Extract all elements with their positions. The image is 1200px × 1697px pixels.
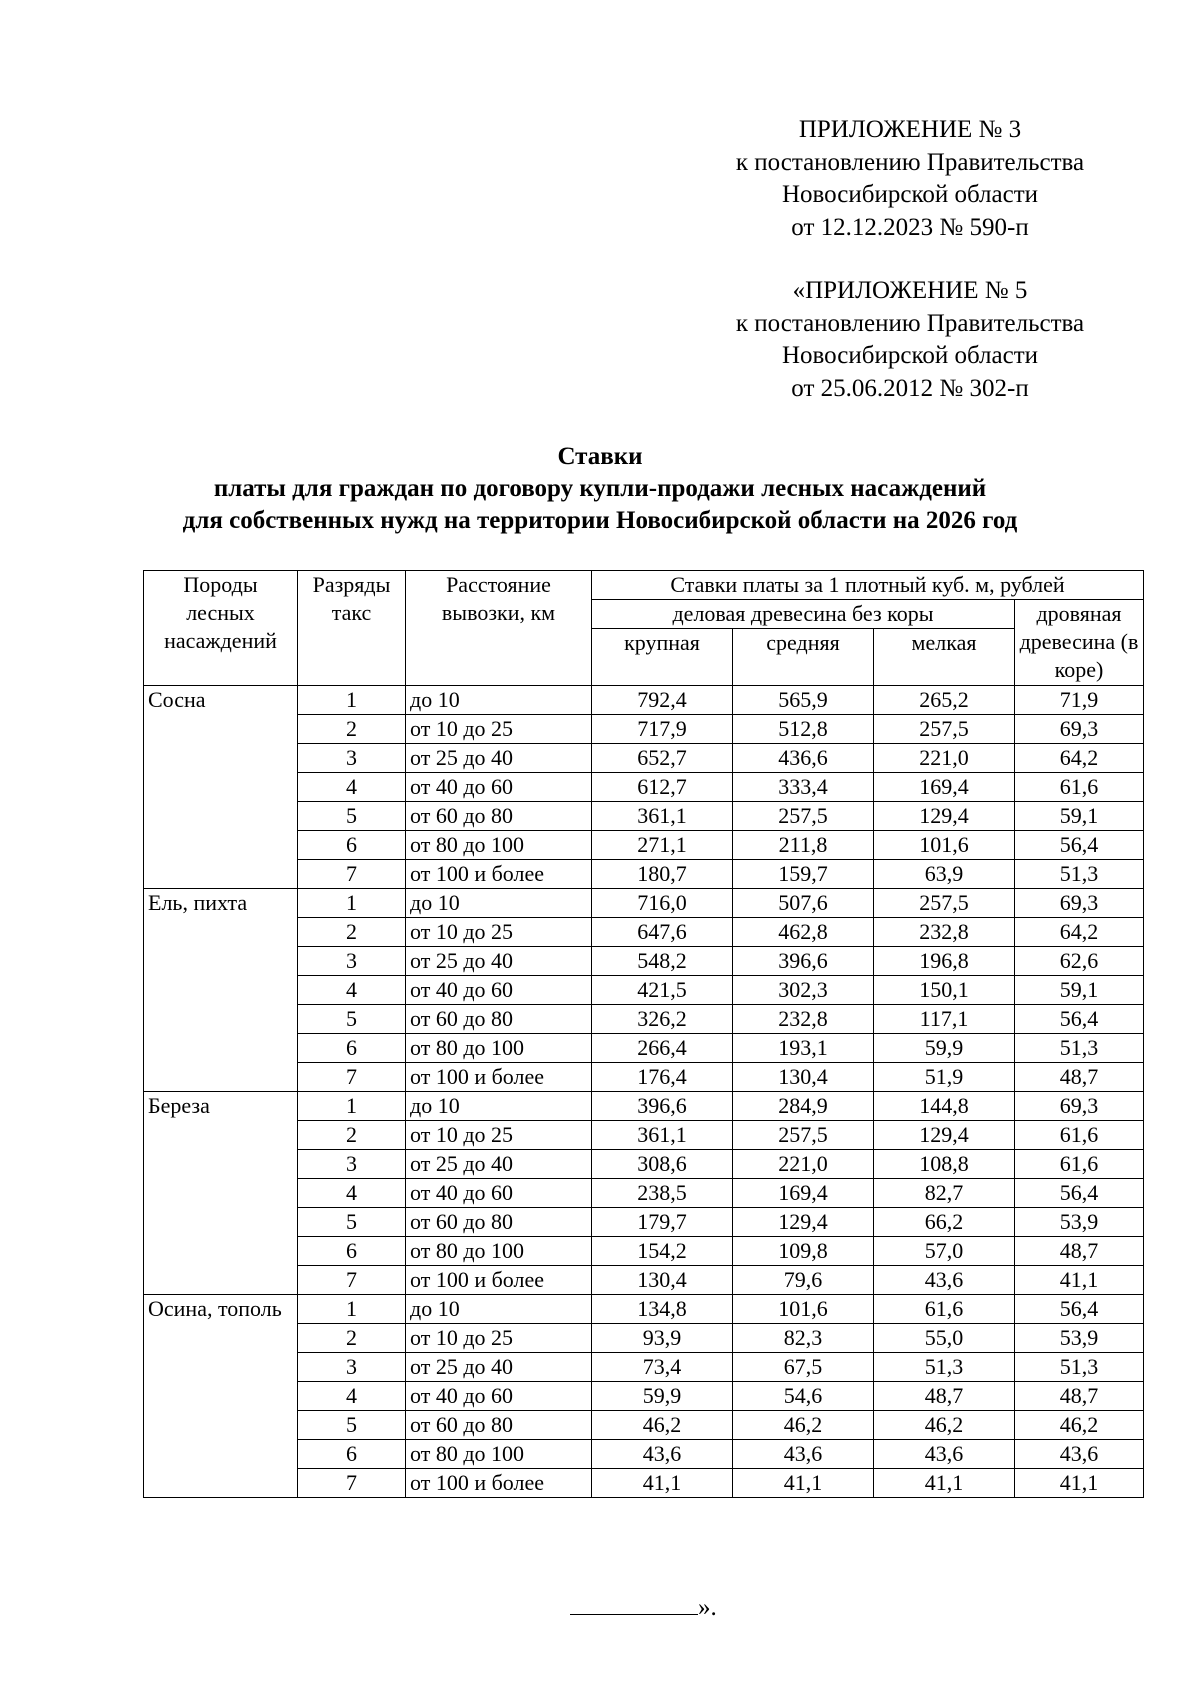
species-cell: Осина, тополь [144,1295,298,1498]
appendix-to-resolution: к постановлению Правительства [735,309,1085,337]
rate-large-cell: 792,4 [592,686,733,715]
header-large: крупная [592,629,733,686]
appendix-date-number: от 12.12.2023 № 590-п [791,213,1029,241]
rate-small-cell: 169,4 [874,773,1015,802]
rate-small-cell: 265,2 [874,686,1015,715]
rate-large-cell: 130,4 [592,1266,733,1295]
distance-cell: до 10 [406,686,592,715]
rate-small-cell: 41,1 [874,1469,1015,1498]
rate-small-cell: 196,8 [874,947,1015,976]
rate-large-cell: 238,5 [592,1179,733,1208]
header-business-group: деловая древесина без коры [592,600,1015,629]
rate-medium-cell: 333,4 [733,773,874,802]
rate-fuelwood-cell: 69,3 [1015,889,1144,918]
category-cell: 6 [298,1440,406,1469]
rate-fuelwood-cell: 48,7 [1015,1063,1144,1092]
header-small: мелкая [874,629,1015,686]
rate-medium-cell: 169,4 [733,1179,874,1208]
rate-fuelwood-cell: 48,7 [1015,1382,1144,1411]
rate-fuelwood-cell: 56,4 [1015,1295,1144,1324]
category-cell: 7 [298,860,406,889]
rate-fuelwood-cell: 46,2 [1015,1411,1144,1440]
distance-cell: до 10 [406,1295,592,1324]
category-cell: 1 [298,889,406,918]
rate-small-cell: 43,6 [874,1266,1015,1295]
rate-fuelwood-cell: 59,1 [1015,802,1144,831]
appendix-number: ПРИЛОЖЕНИЕ № 3 [798,116,1022,143]
species-cell: Сосна [144,686,298,889]
rate-large-cell: 396,6 [592,1092,733,1121]
distance-cell: от 60 до 80 [406,802,592,831]
rate-small-cell: 59,9 [874,1034,1015,1063]
rate-small-cell: 63,9 [874,860,1015,889]
rate-large-cell: 647,6 [592,918,733,947]
rate-medium-cell: 130,4 [733,1063,874,1092]
category-cell: 4 [298,1382,406,1411]
rate-large-cell: 716,0 [592,889,733,918]
category-cell: 7 [298,1469,406,1498]
distance-cell: от 60 до 80 [406,1005,592,1034]
title-line-3: для собственных нужд на территории Новосибирской области на 2026 год [182,507,1018,534]
rate-fuelwood-cell: 61,6 [1015,1150,1144,1179]
rate-large-cell: 421,5 [592,976,733,1005]
rate-medium-cell: 221,0 [733,1150,874,1179]
species-cell: Ель, пихта [144,889,298,1092]
distance-cell: до 10 [406,889,592,918]
category-cell: 1 [298,1092,406,1121]
rate-fuelwood-cell: 53,9 [1015,1324,1144,1353]
rate-fuelwood-cell: 51,3 [1015,1034,1144,1063]
rate-medium-cell: 302,3 [733,976,874,1005]
rate-small-cell: 43,6 [874,1440,1015,1469]
rate-medium-cell: 284,9 [733,1092,874,1121]
rate-small-cell: 150,1 [874,976,1015,1005]
appendix-header-3 [700,114,1120,244]
rate-medium-cell: 396,6 [733,947,874,976]
header-rates-group: Ставки платы за 1 плотный куб. м, рублей [592,571,1144,600]
category-cell: 1 [298,1295,406,1324]
category-cell: 1 [298,686,406,715]
table-body [144,686,1144,1498]
category-cell: 2 [298,1324,406,1353]
distance-cell: от 10 до 25 [406,715,592,744]
rate-fuelwood-cell: 41,1 [1015,1266,1144,1295]
rate-fuelwood-cell: 56,4 [1015,831,1144,860]
header-category: Разряды такс [298,571,406,686]
rate-medium-cell: 211,8 [733,831,874,860]
category-cell: 7 [298,1266,406,1295]
distance-cell: от 10 до 25 [406,1121,592,1150]
category-cell: 6 [298,1034,406,1063]
category-cell: 3 [298,1353,406,1382]
rate-medium-cell: 512,8 [733,715,874,744]
rate-small-cell: 51,9 [874,1063,1015,1092]
rate-small-cell: 61,6 [874,1295,1015,1324]
rate-small-cell: 129,4 [874,802,1015,831]
table-row [144,1092,1144,1121]
category-cell: 2 [298,1121,406,1150]
rate-large-cell: 612,7 [592,773,733,802]
appendix-number: «ПРИЛОЖЕНИЕ № 5 [792,277,1028,304]
rate-medium-cell: 101,6 [733,1295,874,1324]
rate-medium-cell: 507,6 [733,889,874,918]
rate-large-cell: 134,8 [592,1295,733,1324]
rate-large-cell: 43,6 [592,1440,733,1469]
appendix-header-5 [700,275,1120,405]
appendix-date-number: от 25.06.2012 № 302-п [791,374,1029,402]
distance-cell: от 40 до 60 [406,976,592,1005]
rate-fuelwood-cell: 51,3 [1015,860,1144,889]
rate-large-cell: 179,7 [592,1208,733,1237]
rate-small-cell: 129,4 [874,1121,1015,1150]
rate-large-cell: 271,1 [592,831,733,860]
rate-large-cell: 154,2 [592,1237,733,1266]
category-cell: 5 [298,1208,406,1237]
rate-small-cell: 232,8 [874,918,1015,947]
blank-line [570,1590,698,1615]
rate-large-cell: 180,7 [592,860,733,889]
closing-quote: ». [698,1594,717,1621]
rate-fuelwood-cell: 69,3 [1015,1092,1144,1121]
category-cell: 2 [298,715,406,744]
distance-cell: от 10 до 25 [406,1324,592,1353]
rate-small-cell: 57,0 [874,1237,1015,1266]
rate-fuelwood-cell: 56,4 [1015,1179,1144,1208]
rate-fuelwood-cell: 48,7 [1015,1237,1144,1266]
rate-small-cell: 221,0 [874,744,1015,773]
category-cell: 4 [298,773,406,802]
rate-large-cell: 41,1 [592,1469,733,1498]
rate-small-cell: 48,7 [874,1382,1015,1411]
rate-large-cell: 361,1 [592,802,733,831]
rate-medium-cell: 41,1 [733,1469,874,1498]
rate-large-cell: 326,2 [592,1005,733,1034]
category-cell: 5 [298,1005,406,1034]
rate-fuelwood-cell: 61,6 [1015,1121,1144,1150]
rate-large-cell: 73,4 [592,1353,733,1382]
rate-small-cell: 144,8 [874,1092,1015,1121]
rate-fuelwood-cell: 62,6 [1015,947,1144,976]
rate-fuelwood-cell: 64,2 [1015,918,1144,947]
rate-fuelwood-cell: 69,3 [1015,715,1144,744]
distance-cell: до 10 [406,1092,592,1121]
closing-mark [570,1590,717,1622]
rate-medium-cell: 159,7 [733,860,874,889]
rate-large-cell: 266,4 [592,1034,733,1063]
rate-large-cell: 308,6 [592,1150,733,1179]
document-title [0,441,1200,537]
rate-fuelwood-cell: 71,9 [1015,686,1144,715]
rate-medium-cell: 129,4 [733,1208,874,1237]
distance-cell: от 40 до 60 [406,1382,592,1411]
rate-small-cell: 51,3 [874,1353,1015,1382]
rate-small-cell: 46,2 [874,1411,1015,1440]
rate-medium-cell: 436,6 [733,744,874,773]
distance-cell: от 80 до 100 [406,1237,592,1266]
distance-cell: от 25 до 40 [406,1353,592,1382]
distance-cell: от 60 до 80 [406,1411,592,1440]
rate-fuelwood-cell: 51,3 [1015,1353,1144,1382]
category-cell: 5 [298,1411,406,1440]
rate-fuelwood-cell: 64,2 [1015,744,1144,773]
distance-cell: от 25 до 40 [406,947,592,976]
distance-cell: от 25 до 40 [406,1150,592,1179]
distance-cell: от 60 до 80 [406,1208,592,1237]
rate-small-cell: 66,2 [874,1208,1015,1237]
rate-large-cell: 176,4 [592,1063,733,1092]
category-cell: 7 [298,1063,406,1092]
rate-large-cell: 652,7 [592,744,733,773]
rate-medium-cell: 82,3 [733,1324,874,1353]
distance-cell: от 100 и более [406,1266,592,1295]
rate-medium-cell: 54,6 [733,1382,874,1411]
rate-large-cell: 361,1 [592,1121,733,1150]
appendix-region: Новосибирской области [781,342,1039,369]
rate-medium-cell: 462,8 [733,918,874,947]
rate-small-cell: 108,8 [874,1150,1015,1179]
rate-small-cell: 257,5 [874,889,1015,918]
rate-fuelwood-cell: 61,6 [1015,773,1144,802]
header-species: Породы лесных насаждений [144,571,298,686]
header-fuelwood: дровяная древесина (в коре) [1015,600,1144,686]
rate-large-cell: 717,9 [592,715,733,744]
rate-medium-cell: 79,6 [733,1266,874,1295]
category-cell: 3 [298,947,406,976]
rate-large-cell: 46,2 [592,1411,733,1440]
rate-fuelwood-cell: 53,9 [1015,1208,1144,1237]
distance-cell: от 100 и более [406,860,592,889]
category-cell: 4 [298,1179,406,1208]
rate-medium-cell: 193,1 [733,1034,874,1063]
rate-small-cell: 117,1 [874,1005,1015,1034]
category-cell: 2 [298,918,406,947]
title-line-1: Ставки [557,443,643,470]
distance-cell: от 40 до 60 [406,773,592,802]
table-row [144,889,1144,918]
distance-cell: от 80 до 100 [406,1440,592,1469]
category-cell: 5 [298,802,406,831]
rate-medium-cell: 43,6 [733,1440,874,1469]
rate-small-cell: 101,6 [874,831,1015,860]
rate-medium-cell: 232,8 [733,1005,874,1034]
appendix-region: Новосибирской области [781,181,1039,208]
category-cell: 3 [298,744,406,773]
distance-cell: от 40 до 60 [406,1179,592,1208]
rate-large-cell: 93,9 [592,1324,733,1353]
title-line-2: платы для граждан по договору купли-продажи лесных насаждений [213,475,987,502]
rate-medium-cell: 109,8 [733,1237,874,1266]
distance-cell: от 80 до 100 [406,831,592,860]
rate-medium-cell: 257,5 [733,802,874,831]
rate-small-cell: 257,5 [874,715,1015,744]
table-row [144,686,1144,715]
category-cell: 4 [298,976,406,1005]
rate-medium-cell: 46,2 [733,1411,874,1440]
rate-fuelwood-cell: 41,1 [1015,1469,1144,1498]
rate-fuelwood-cell: 59,1 [1015,976,1144,1005]
header-distance: Расстояние вывозки, км [406,571,592,686]
table-row [144,1295,1144,1324]
rate-medium-cell: 257,5 [733,1121,874,1150]
rate-medium-cell: 67,5 [733,1353,874,1382]
header-medium: средняя [733,629,874,686]
distance-cell: от 100 и более [406,1063,592,1092]
table-header [144,571,1144,686]
rate-large-cell: 59,9 [592,1382,733,1411]
species-cell: Береза [144,1092,298,1295]
category-cell: 6 [298,831,406,860]
distance-cell: от 100 и более [406,1469,592,1498]
distance-cell: от 80 до 100 [406,1034,592,1063]
category-cell: 6 [298,1237,406,1266]
appendix-to-resolution: к постановлению Правительства [735,148,1085,176]
rate-fuelwood-cell: 43,6 [1015,1440,1144,1469]
rate-small-cell: 55,0 [874,1324,1015,1353]
rate-fuelwood-cell: 56,4 [1015,1005,1144,1034]
distance-cell: от 25 до 40 [406,744,592,773]
rate-small-cell: 82,7 [874,1179,1015,1208]
category-cell: 3 [298,1150,406,1179]
rate-medium-cell: 565,9 [733,686,874,715]
rate-large-cell: 548,2 [592,947,733,976]
distance-cell: от 10 до 25 [406,918,592,947]
rates-table [143,570,1144,1498]
